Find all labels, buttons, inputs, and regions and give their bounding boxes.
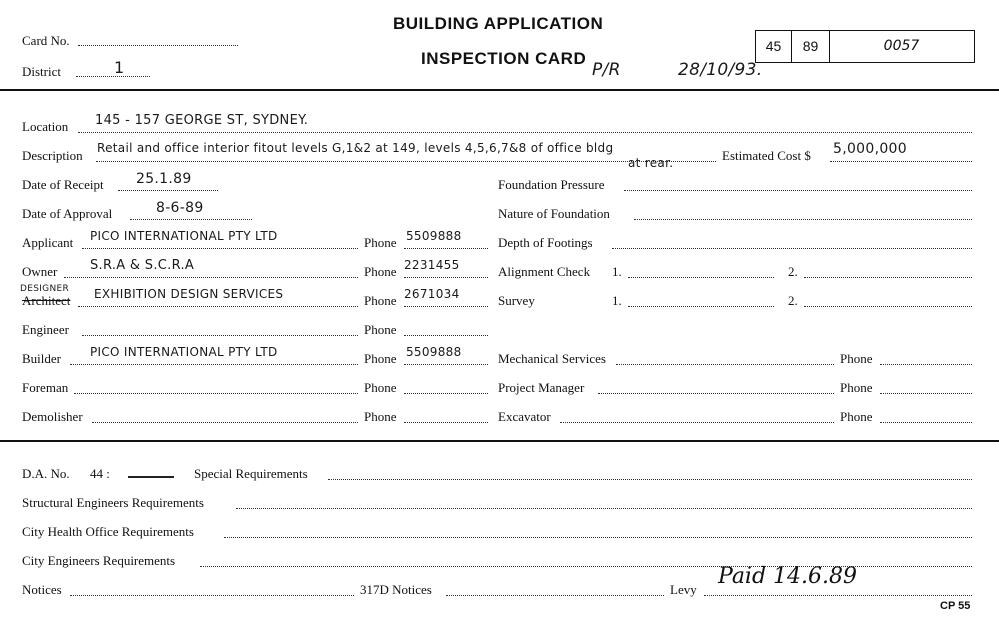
- nature-of-foundation-line: [634, 219, 972, 220]
- city-health-office-line: [224, 537, 972, 538]
- description-line: [96, 161, 716, 162]
- alignment-check-label: Alignment Check: [498, 264, 591, 279]
- foreman-phone-label: Phone: [364, 380, 397, 395]
- engineer-line: [82, 335, 358, 336]
- date-note: 28/10/93.: [678, 60, 763, 80]
- date-of-approval-line: [130, 219, 252, 220]
- description-value: Retail and office interior fitout levels G,1&2 at 149, levels 4,5,6,7&8 of office bldg: [97, 141, 614, 155]
- alignment-check-1-label: 1.: [612, 264, 622, 279]
- engineer-label: Engineer: [22, 322, 69, 337]
- header-divider: [0, 89, 999, 91]
- levy-label: Levy: [670, 582, 697, 597]
- date-of-receipt-line: [118, 190, 218, 191]
- card-no-label: Card No.: [22, 33, 70, 48]
- da-no-dash: [128, 476, 174, 478]
- ref-box-1: 45: [756, 31, 792, 62]
- builder-line: [70, 364, 358, 365]
- owner-phone-label: Phone: [364, 264, 397, 279]
- survey-1-label: 1.: [612, 293, 622, 308]
- project-manager-phone-label: Phone: [840, 380, 873, 395]
- foreman-line: [74, 393, 358, 394]
- city-engineers-label: City Engineers Requirements: [22, 553, 176, 568]
- date-of-receipt-label: Date of Receipt: [22, 177, 104, 192]
- description-extra: at rear.: [628, 156, 674, 170]
- da-no-label: D.A. No.: [22, 466, 70, 481]
- survey-2-line: [804, 306, 972, 307]
- notices-label: Notices: [22, 582, 62, 597]
- applicant-line: [82, 248, 358, 249]
- builder-phone-line: [404, 364, 488, 365]
- architect-phone-value: 2671034: [404, 287, 460, 301]
- date-of-receipt-value: 25.1.89: [136, 171, 192, 187]
- ref-box-2: 89: [792, 31, 830, 62]
- applicant-value: PICO INTERNATIONAL PTY LTD: [90, 229, 278, 243]
- applicant-phone-value: 5509888: [406, 229, 462, 243]
- levy-value: Paid 14.6.89: [718, 564, 858, 589]
- project-manager-label: Project Manager: [498, 380, 585, 395]
- demolisher-phone-label: Phone: [364, 409, 397, 424]
- district-label: District: [22, 64, 61, 79]
- estimated-cost-label: Estimated Cost $: [722, 148, 811, 163]
- demolisher-label: Demolisher: [22, 409, 83, 424]
- mechanical-services-phone-label: Phone: [840, 351, 873, 366]
- notices-317d-label: 317D Notices: [360, 582, 432, 597]
- special-requirements-line: [328, 479, 972, 480]
- architect-line: [78, 306, 358, 307]
- builder-phone-label: Phone: [364, 351, 397, 366]
- city-health-office-label: City Health Office Requirements: [22, 524, 194, 539]
- excavator-phone-line: [880, 422, 972, 423]
- depth-of-footings-line: [612, 248, 972, 249]
- da-no-value: 44 :: [90, 466, 110, 481]
- structural-engineers-line: [236, 508, 972, 509]
- architect-value: EXHIBITION DESIGN SERVICES: [94, 287, 284, 301]
- engineer-phone-label: Phone: [364, 322, 397, 337]
- builder-phone-value: 5509888: [406, 345, 462, 359]
- mechanical-services-line: [616, 364, 834, 365]
- applicant-label: Applicant: [22, 235, 74, 250]
- excavator-line: [560, 422, 834, 423]
- mechanical-services-phone-line: [880, 364, 972, 365]
- owner-line: [64, 277, 358, 278]
- owner-label: Owner: [22, 264, 58, 279]
- alignment-check-2-label: 2.: [788, 264, 798, 279]
- applicant-phone-line: [404, 248, 488, 249]
- location-value: 145 - 157 GEORGE ST, SYDNEY.: [95, 113, 309, 128]
- form-code: CP 55: [940, 600, 971, 612]
- survey-label: Survey: [498, 293, 535, 308]
- alignment-check-2-line: [804, 277, 972, 278]
- applicant-phone-label: Phone: [364, 235, 397, 250]
- pr-note: P/R: [592, 60, 621, 80]
- special-requirements-label: Special Requirements: [194, 466, 308, 481]
- ref-box-3: 0057: [883, 38, 920, 54]
- mechanical-services-label: Mechanical Services: [498, 351, 606, 366]
- structural-engineers-label: Structural Engineers Requirements: [22, 495, 204, 510]
- foundation-pressure-line: [624, 190, 972, 191]
- builder-value: PICO INTERNATIONAL PTY LTD: [90, 345, 278, 359]
- owner-phone-value: 2231455: [404, 258, 460, 272]
- district-value: 1: [114, 58, 125, 77]
- reference-number-box: [755, 30, 975, 63]
- notices-line: [70, 595, 354, 596]
- foreman-label: Foreman: [22, 380, 69, 395]
- architect-phone-line: [404, 306, 488, 307]
- architect-label: Architect: [22, 293, 71, 308]
- date-of-approval-label: Date of Approval: [22, 206, 113, 221]
- district-line: [76, 76, 150, 77]
- excavator-label: Excavator: [498, 409, 551, 424]
- foreman-phone-line: [404, 393, 488, 394]
- engineer-phone-line: [404, 335, 488, 336]
- owner-phone-line: [404, 277, 488, 278]
- survey-2-label: 2.: [788, 293, 798, 308]
- estimated-cost-line: [830, 161, 972, 162]
- date-of-approval-value: 8-6-89: [156, 200, 204, 216]
- card-no-line: [78, 45, 238, 46]
- nature-of-foundation-label: Nature of Foundation: [498, 206, 610, 221]
- excavator-phone-label: Phone: [840, 409, 873, 424]
- location-label: Location: [22, 119, 69, 134]
- notices-317d-line: [446, 595, 664, 596]
- depth-of-footings-label: Depth of Footings: [498, 235, 593, 250]
- estimated-cost-value: 5,000,000: [833, 141, 907, 157]
- demolisher-line: [92, 422, 358, 423]
- architect-correction: DESIGNER: [20, 284, 70, 294]
- details-divider: [0, 440, 999, 442]
- owner-value: S.R.A & S.C.R.A: [90, 258, 195, 273]
- architect-phone-label: Phone: [364, 293, 397, 308]
- foundation-pressure-label: Foundation Pressure: [498, 177, 605, 192]
- survey-1-line: [628, 306, 774, 307]
- alignment-check-1-line: [628, 277, 774, 278]
- project-manager-phone-line: [880, 393, 972, 394]
- form-subtitle: INSPECTION CARD: [421, 49, 587, 68]
- description-label: Description: [22, 148, 83, 163]
- form-title: BUILDING APPLICATION: [393, 14, 604, 33]
- builder-label: Builder: [22, 351, 61, 366]
- location-line: [78, 132, 972, 133]
- levy-line: [704, 595, 972, 596]
- project-manager-line: [598, 393, 834, 394]
- demolisher-phone-line: [404, 422, 488, 423]
